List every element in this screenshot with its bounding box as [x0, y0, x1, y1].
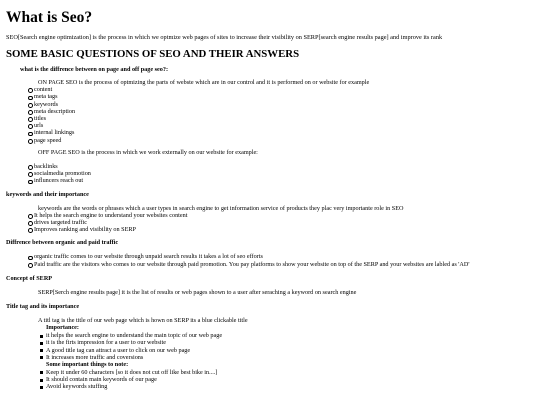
list-item: Paid traffic are the visitors who comes to our website through paid promotion. You pay platforms to show your website on top of the SERP and your websites are labled as 'AD' — [34, 261, 534, 268]
importance-list — [46, 332, 534, 361]
list-item: keywords — [34, 101, 534, 108]
list-item: Keep it under 60 characters [so it does not cut off like best bike in....] — [46, 369, 534, 376]
section-title: SOME BASIC QUESTIONS OF SEO AND THEIR ANSWERS — [6, 48, 300, 60]
question-heading: keywords and their importance — [6, 190, 89, 198]
keywords-paragraph: keywords are the words or phrases which a user types in search engine to get information service of products they plac very importante role in SEO — [38, 204, 404, 212]
list-item: titles — [34, 115, 534, 122]
list-item: page speed — [34, 137, 534, 144]
question-onpage-offpage — [20, 66, 534, 185]
list-item: backlinks — [34, 163, 534, 170]
list-item: meta tags — [34, 93, 534, 100]
question-title-tag — [6, 303, 534, 391]
list-item: internal linkings — [34, 129, 534, 136]
list-item: A titl tag is the title of our web page which is hown on SERP its a blue clickable title — [38, 317, 248, 325]
tips-list — [46, 369, 534, 391]
list-item: content — [34, 86, 534, 93]
traffic-list — [34, 253, 534, 267]
tips-block — [46, 361, 534, 369]
list-item: It increases more traffic and coversions — [46, 354, 534, 361]
offpage-list — [34, 163, 534, 185]
list-item: Improves ranking and visibility on SERP — [34, 226, 534, 233]
question-serp — [6, 275, 534, 296]
importance-label: Importance: — [46, 324, 79, 332]
list-item: it helps the search engine to understand the main topic of our web page — [46, 332, 534, 339]
list-item: drives targeted traffic — [34, 219, 534, 226]
question-keywords — [6, 191, 534, 234]
list-item: organic traffic comes to our website through unpaid search results it takes a lot of seo efforts — [34, 253, 534, 260]
serp-paragraph: SERP[Serch engine results page] it is the list of results or web pages shown to a user after seraching a keyword on search engine — [38, 288, 357, 296]
list-item: A good title tag can attract a user to click on our web page — [46, 347, 534, 354]
list-item: socialmedia promotion — [34, 170, 534, 177]
offpage-paragraph: OFF PAGE SEO is the process in which we work externally on our website for example: — [38, 148, 258, 156]
title-tag-list — [38, 317, 534, 324]
list-item: Avoid keywords stuffing — [46, 383, 534, 390]
question-heading: Title tag and its importance — [6, 303, 80, 311]
list-item: it is the firts impression for a user to our website — [46, 339, 534, 346]
question-heading: Diffrence between organic and paid traffic — [6, 239, 119, 247]
list-item: It should contain main keywords of our page — [46, 376, 534, 383]
keywords-list — [34, 212, 534, 234]
list-item: influncers reach out — [34, 177, 534, 184]
list-item: It helps the search engine to understand your websites content — [34, 212, 534, 219]
onpage-list — [34, 86, 534, 144]
page-title: What is Seo? — [6, 9, 93, 26]
importance-block — [46, 324, 534, 332]
intro-paragraph: SEO[Search engine optimization] is the process in which we optmize web pages of sites to increase their visibility on SERP[search engine results page] and improve its rank — [6, 34, 443, 41]
list-item: meta description — [34, 108, 534, 115]
question-heading: Concept of SERP — [6, 274, 53, 282]
list-item: urls — [34, 122, 534, 129]
onpage-paragraph: ON PAGE SEO is the process of optmizing the parts of webste which are in our control and it is performed on or website for example — [38, 79, 370, 86]
question-organic-paid — [6, 239, 534, 267]
question-heading: what is the diffrence between on page and off page seo?: — [20, 66, 169, 73]
tips-label: Some important things to note: — [46, 361, 129, 369]
